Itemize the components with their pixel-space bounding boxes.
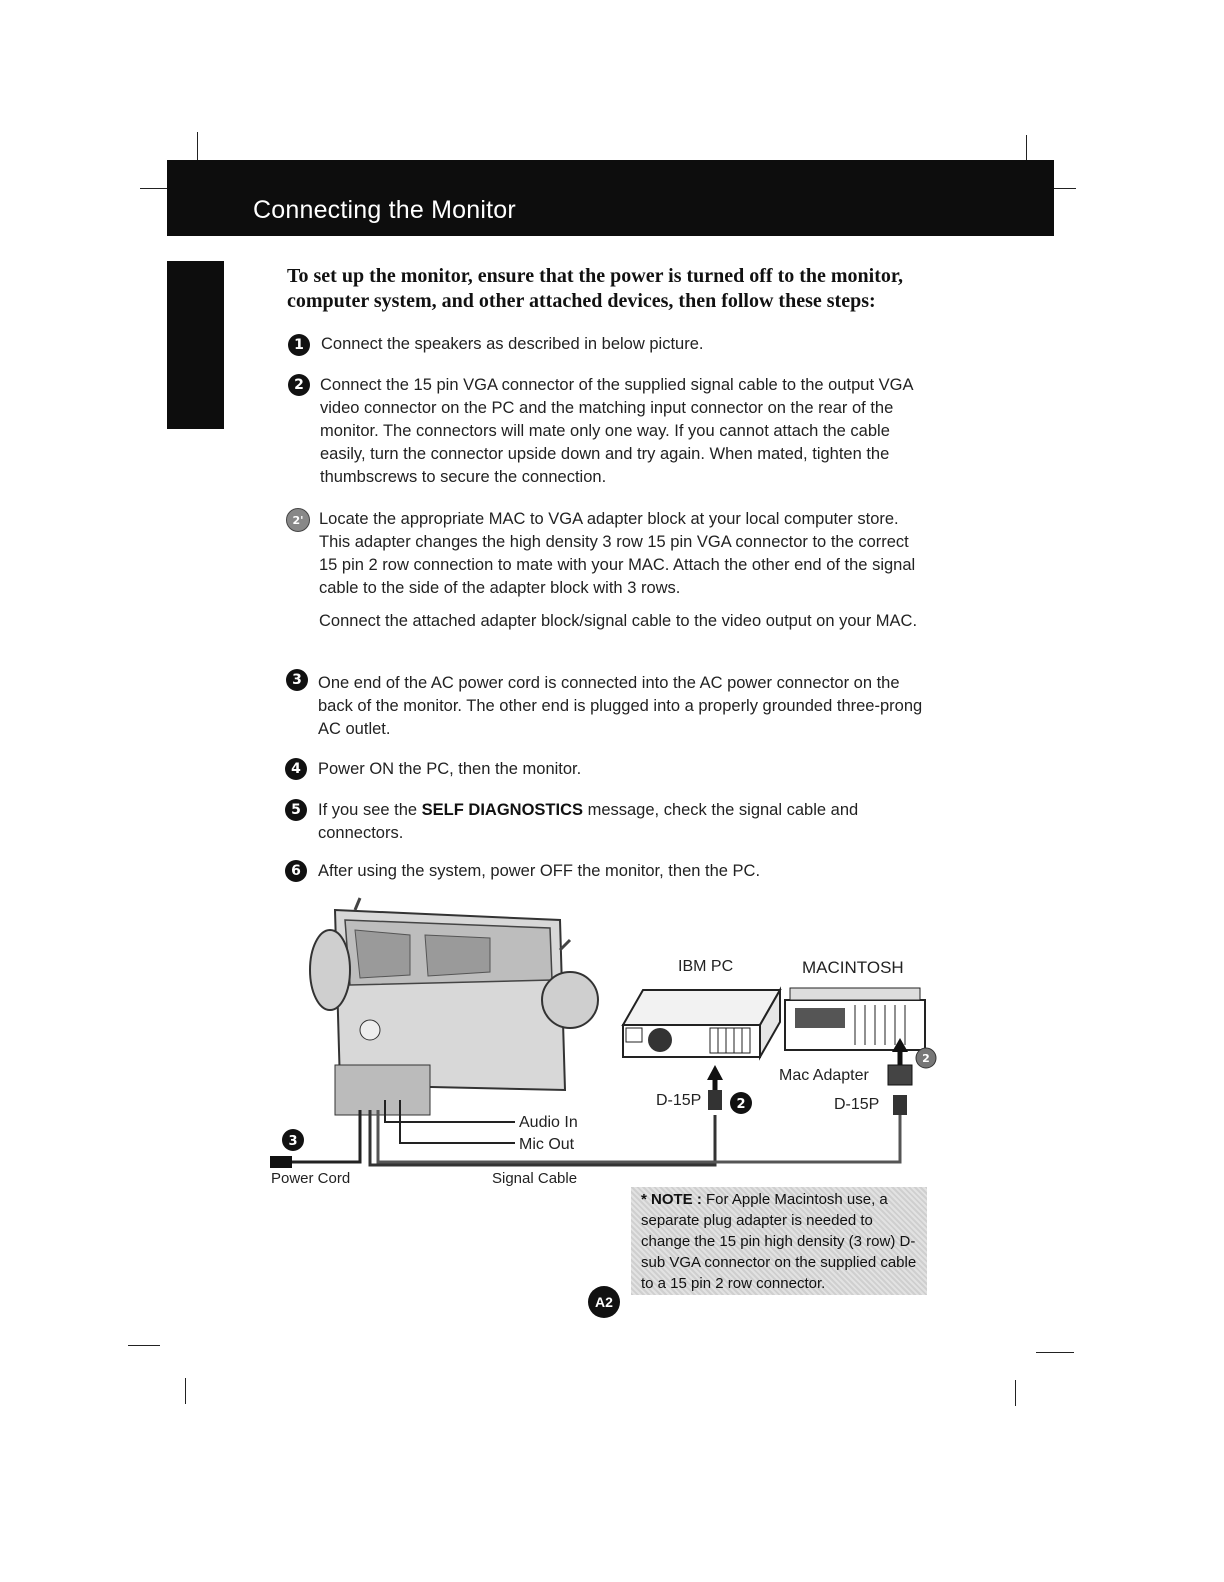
step-2-text: Connect the 15 pin VGA connector of the supplied signal cable to the output VGA video connector on the PC and the matching input connector on the rear of the monitor. The connectors will mate only one way. If you cannot attach the cable easily, turn the connector upside down and try again. When mated, tighten the thumbscrews to secure the connection. [320, 376, 913, 486]
step-2-mac-text: Locate the appropriate MAC to VGA adapter block at your local computer store. This adapter changes the high density 3 row 15 pin VGA connector to the correct 15 pin 2 row connection to mate with your MAC. Attach the other end of the signal cable to the side of the adapter block with 3 rows. [319, 510, 916, 597]
d15p-right-label: D-15P [834, 1096, 880, 1113]
page-title: Connecting the Monitor [253, 196, 516, 224]
callout-3: 3 [288, 1134, 298, 1149]
note-label: * NOTE : [641, 1191, 702, 1208]
step-2-badge: 2 [288, 374, 310, 396]
mic-out-label: Mic Out [519, 1136, 575, 1153]
step-2-mac-text-2: Connect the attached adapter block/signal cable to the video output on your MAC. [319, 612, 918, 630]
intro-text: To set up the monitor, ensure that the power is turned off to the monitor, computer system, and other attached devices, then follow these steps: [287, 265, 903, 312]
crop-mark [128, 1345, 160, 1346]
step-4-badge: 4 [285, 758, 307, 780]
step-2-mac-badge: 2' [286, 508, 310, 532]
crop-mark [185, 1378, 186, 1404]
monitor-illustration [310, 898, 598, 1115]
callout-2b: 2 [922, 1052, 930, 1065]
ibm-pc-illustration [623, 990, 780, 1057]
crop-mark [1015, 1380, 1016, 1406]
connection-diagram [260, 890, 940, 1190]
note-box [631, 1187, 927, 1295]
step-5-text [318, 799, 918, 845]
ibm-pc-label: IBM PC [678, 958, 734, 975]
callout-2: 2 [736, 1097, 746, 1112]
macintosh-illustration [785, 988, 925, 1050]
crop-mark [1054, 188, 1076, 189]
power-cord-label: Power Cord [271, 1170, 351, 1187]
crop-mark [1036, 1352, 1074, 1353]
side-tab [167, 261, 224, 429]
self-diagnostics-label: SELF DIAGNOSTICS [421, 801, 583, 819]
step-6-badge: 6 [285, 860, 307, 882]
step-3-badge: 3 [286, 669, 308, 691]
step-6-text: After using the system, power OFF the monitor, then the PC. [318, 862, 761, 880]
crop-mark [1026, 135, 1027, 162]
step-5-text-pre: If you see the [318, 801, 422, 819]
mac-adapter-label: Mac Adapter [779, 1067, 869, 1084]
step-3-text: One end of the AC power cord is connected into the AC power connector on the back of the monitor. The other end is plugged into a properly grounded three-prong AC outlet. [318, 674, 923, 738]
signal-cable-label: Signal Cable [492, 1170, 578, 1187]
note-text: For Apple Macintosh use, a separate plug adapter is needed to change the 15 pin high density (3 row) D-sub VGA connector on the supplied cable to a 15 pin 2 row connector. [641, 1191, 917, 1292]
crop-mark [197, 132, 198, 162]
step-1-badge: 1 [288, 334, 310, 356]
step-5-badge: 5 [285, 799, 307, 821]
step-4-text: Power ON the PC, then the monitor. [318, 760, 582, 778]
macintosh-label: MACINTOSH [802, 958, 904, 977]
crop-mark [140, 188, 168, 189]
audio-in-label: Audio In [519, 1114, 578, 1131]
step-1-text: Connect the speakers as described in below picture. [321, 335, 704, 353]
step-5-text-post: message, check the signal cable and connectors. [318, 801, 859, 842]
page-number-badge: A2 [588, 1286, 620, 1318]
d15p-left-label: D-15P [656, 1092, 702, 1109]
